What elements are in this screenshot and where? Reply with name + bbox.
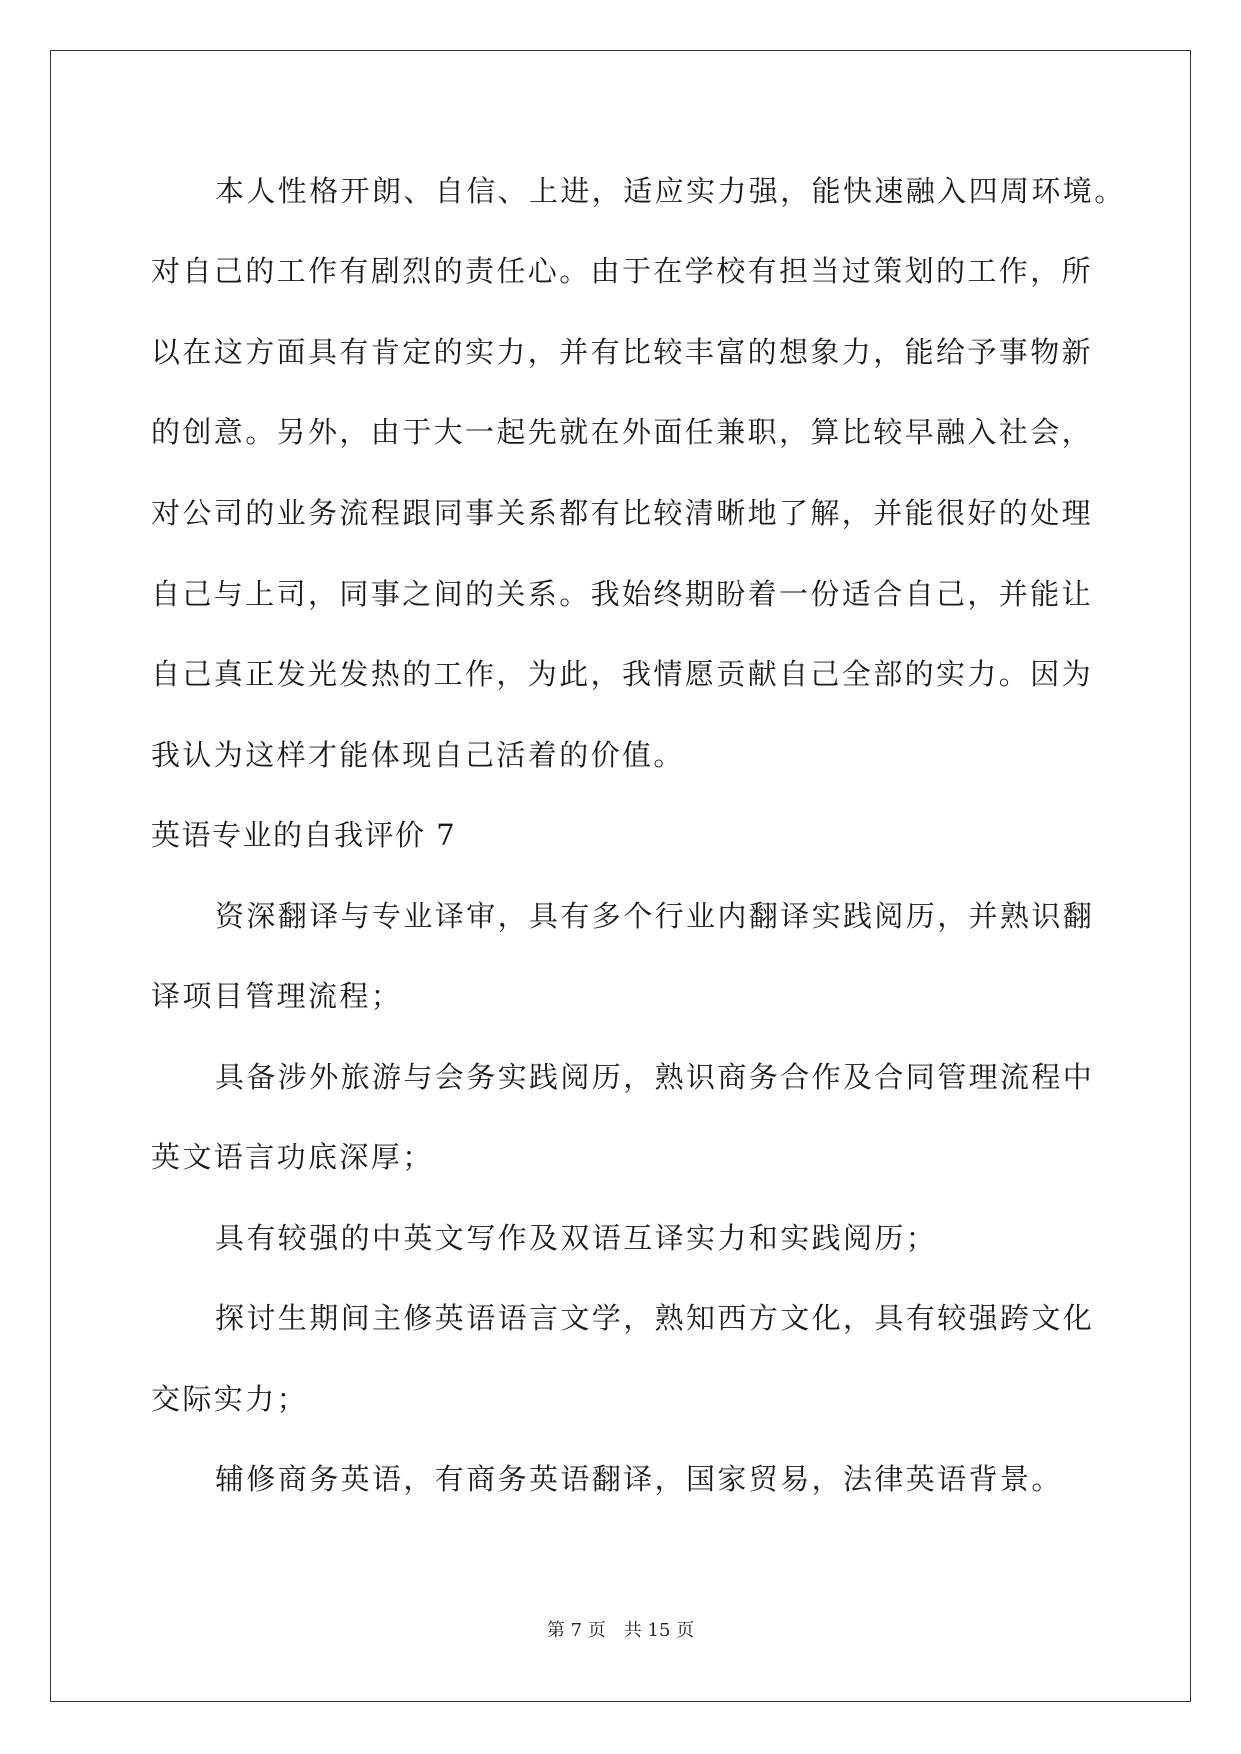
paragraph-2-line-2: 译项目管理流程； — [151, 979, 403, 1013]
page-number: 第 7 页 — [546, 1620, 606, 1641]
paragraph-1-line-8: 我认为这样才能体现自己活着的价值。 — [151, 738, 685, 772]
paragraph-2-line-1: 资深翻译与专业译审，具有多个行业内翻译实践阅历，并熟识翻 — [215, 899, 1095, 933]
paragraph-1-line-1: 本人性格开朗、自信、上进，适应实力强，能快速融入四周环境。 — [215, 174, 1126, 208]
paragraph-6-line-1: 辅修商务英语，有商务英语翻译，国家贸易，法律英语背景。 — [215, 1462, 1063, 1496]
paragraph-1-line-3: 以在这方面具有肯定的实力，并有比较丰富的想象力，能给予事物新 — [151, 335, 1094, 369]
paragraph-4-line-1: 具有较强的中英文写作及双语互译实力和实践阅历； — [215, 1221, 938, 1255]
paragraph-1-line-4: 的创意。另外，由于大一起先就在外面任兼职，算比较早融入社会， — [151, 415, 1094, 449]
paragraph-1-line-6: 自己与上司，同事之间的关系。我始终期盼着一份适合自己，并能让 — [151, 577, 1094, 611]
paragraph-3-line-1: 具备涉外旅游与会务实践阅历，熟识商务合作及合同管理流程中 — [215, 1060, 1095, 1094]
paragraph-1-line-2: 对自己的工作有剧烈的责任心。由于在学校有担当过策划的工作，所 — [151, 254, 1094, 288]
paragraph-3-line-2: 英文语言功底深厚； — [151, 1140, 434, 1174]
paragraph-5-line-2: 交际实力； — [151, 1382, 309, 1416]
page-footer — [0, 1620, 1241, 1642]
page-total: 共 15 页 — [623, 1620, 695, 1641]
section-heading: 英语专业的自我评价 7 — [151, 818, 457, 852]
page-frame — [50, 50, 1191, 1702]
paragraph-5-line-1: 探讨生期间主修英语语言文学，熟知西方文化，具有较强跨文化 — [215, 1301, 1095, 1335]
paragraph-1-line-5: 对公司的业务流程跟同事关系都有比较清晰地了解，并能很好的处理 — [151, 496, 1094, 530]
paragraph-1-line-7: 自己真正发光发热的工作，为此，我情愿贡献自己全部的实力。因为 — [151, 657, 1094, 691]
